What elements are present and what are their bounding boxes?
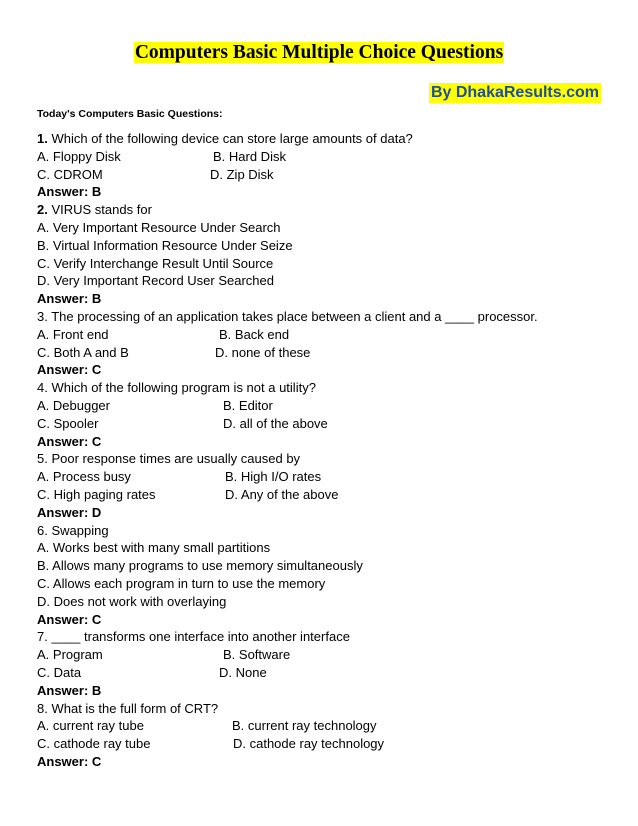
question-text: 2. VIRUS stands for bbox=[37, 202, 152, 218]
option-row bbox=[37, 344, 617, 362]
answer: Answer: C bbox=[37, 611, 102, 627]
option-row bbox=[37, 468, 617, 486]
option-c: C. CDROM bbox=[37, 166, 103, 182]
option-b: B. Allows many programs to use memory simultaneously bbox=[37, 558, 363, 574]
answer: Answer: B bbox=[37, 184, 102, 200]
option-row bbox=[37, 646, 617, 664]
option-row bbox=[37, 326, 617, 344]
option-c: C. Both A and B bbox=[37, 344, 129, 360]
option-b: B. Virtual Information Resource Under Seize bbox=[37, 237, 293, 253]
question-list bbox=[37, 130, 617, 771]
option-a: A. Floppy Disk bbox=[37, 148, 121, 164]
question-text: 8. What is the full form of CRT? bbox=[37, 700, 219, 716]
option-row bbox=[37, 717, 617, 735]
option-d: D. Does not work with overlaying bbox=[37, 593, 227, 609]
option-d: D. Zip Disk bbox=[210, 166, 274, 182]
question-text: 7. ____ transforms one interface into another interface bbox=[37, 629, 350, 645]
answer: Answer: C bbox=[37, 433, 102, 449]
option-d: D. None bbox=[219, 664, 267, 680]
option-a: A. Front end bbox=[37, 326, 109, 342]
question-6 bbox=[37, 522, 617, 629]
option-row bbox=[37, 166, 617, 184]
option-b: B. Software bbox=[223, 647, 291, 663]
answer: Answer: C bbox=[37, 753, 102, 769]
section-subheading: Today's Computers Basic Questions: bbox=[37, 108, 223, 120]
option-row bbox=[37, 415, 617, 433]
question-1 bbox=[37, 130, 617, 201]
option-a: A. current ray tube bbox=[37, 718, 144, 734]
option-c: C. Verify Interchange Result Until Source bbox=[37, 255, 274, 271]
option-c: C. cathode ray tube bbox=[37, 736, 151, 752]
question-text: 4. Which of the following program is not a utility? bbox=[37, 380, 316, 396]
option-d: D. Any of the above bbox=[225, 486, 339, 502]
option-c: C. Spooler bbox=[37, 415, 99, 431]
option-b: B. Editor bbox=[223, 397, 273, 413]
option-a: A. Process busy bbox=[37, 469, 131, 485]
answer: Answer: C bbox=[37, 362, 102, 378]
question-text: 6. Swapping bbox=[37, 522, 109, 538]
option-b: B. Hard Disk bbox=[213, 148, 286, 164]
option-c: C. High paging rates bbox=[37, 486, 156, 502]
question-5 bbox=[37, 450, 617, 521]
option-b: B. Back end bbox=[219, 326, 290, 342]
page-title: Computers Basic Multiple Choice Questions bbox=[134, 42, 504, 63]
question-3 bbox=[37, 308, 617, 379]
option-c: C. Allows each program in turn to use the memory bbox=[37, 575, 326, 591]
option-row bbox=[37, 397, 617, 415]
question-2 bbox=[37, 201, 617, 308]
option-b: B. High I/O rates bbox=[225, 469, 322, 485]
option-d: D. cathode ray technology bbox=[233, 736, 385, 752]
option-c: C. Data bbox=[37, 664, 82, 680]
option-d: D. none of these bbox=[215, 344, 311, 360]
option-row bbox=[37, 148, 617, 166]
answer: Answer: D bbox=[37, 504, 102, 520]
option-a: A. Works best with many small partitions bbox=[37, 540, 271, 556]
question-8 bbox=[37, 700, 617, 771]
question-text: 3. The processing of an application takes place between a client and a ____ processor. bbox=[37, 308, 538, 324]
question-4 bbox=[37, 379, 617, 450]
option-a: A. Debugger bbox=[37, 397, 110, 413]
answer: Answer: B bbox=[37, 682, 102, 698]
option-row bbox=[37, 735, 617, 753]
option-row bbox=[37, 486, 617, 504]
question-text: 1. Which of the following device can store large amounts of data? bbox=[37, 131, 413, 146]
answer: Answer: B bbox=[37, 291, 102, 307]
option-row bbox=[37, 664, 617, 682]
option-b: B. current ray technology bbox=[232, 718, 377, 734]
site-byline: By DhakaResults.com bbox=[430, 84, 599, 101]
option-a: A. Very Important Resource Under Search bbox=[37, 219, 281, 235]
question-text: 5. Poor response times are usually caused by bbox=[37, 451, 301, 467]
option-d: D. all of the above bbox=[223, 415, 328, 431]
option-a: A. Program bbox=[37, 647, 103, 663]
question-7 bbox=[37, 628, 617, 699]
option-d: D. Very Important Record User Searched bbox=[37, 273, 274, 289]
